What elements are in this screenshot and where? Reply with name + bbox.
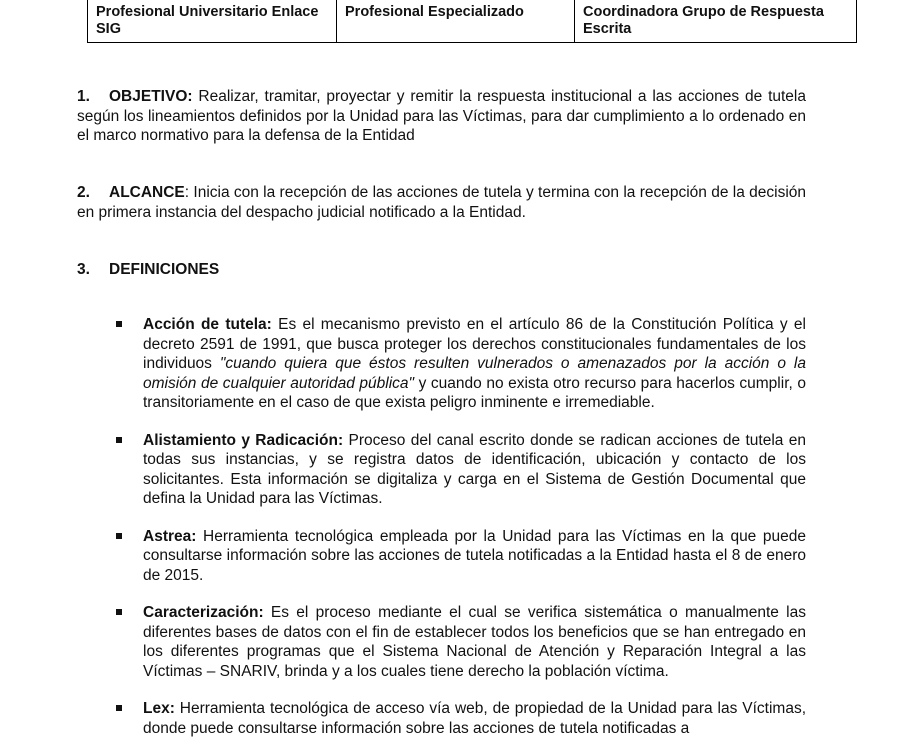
section-alcance [77,183,806,222]
definition-text: Es el proceso mediante el cual se verifica sistemática o manualmente las diferentes bases de datos con el fin de establecer todos los beneficios que se han entregado en los diferentes programas que el Sistema Nacional de Atención y Reparación Integral a las Víctimas – SNARIV, brinda y a los cuales tiene derecho la población víctima. [143,604,806,680]
square-bullet-icon [116,609,122,615]
role-cell-3: Coordinadora Grupo de Respuesta Escrita [583,4,824,37]
section-number: 3. [77,261,90,278]
section-objetivo [77,87,806,146]
role-cell-1: Profesional Universitario Enlace SIG [88,0,337,42]
definitions-list [114,315,806,750]
definition-quote: "cuando quiera que éstos resulten vulnerados o amenazados por la acción o la omisión de cualquier autoridad pública" [143,355,806,392]
definition-term: Astrea: [143,527,197,545]
list-item [114,699,806,738]
role-cell-2: Profesional Especializado [337,0,575,42]
square-bullet-icon [116,437,122,443]
definition-term: Alistamiento y Radicación: [143,431,344,449]
definition-text: Herramienta tecnológica empleada por la Unidad para las Víctimas en la que puede consultarse información sobre las acciones de tutela notificadas a la Entidad hasta el 8 de enero de 2015. [143,527,806,584]
definition-term: Lex: [143,700,175,717]
list-item [114,603,806,681]
section-number: 2. [77,184,90,201]
square-bullet-icon [116,533,122,539]
section-title: DEFINICIONES [109,261,220,278]
square-bullet-icon [116,705,122,711]
list-item [114,315,806,413]
list-item [114,527,806,586]
section-number: 1. [77,88,90,105]
section-text: Realizar, tramitar, proyectar y remitir la respuesta institucional a las acciones de tutela según los lineamientos definidos por la Unidad para las Víctimas, para dar cumplimiento a lo ordenado en el marco normativo para la defensa de la Entidad [77,88,806,144]
definition-term: Acción de tutela: [143,316,272,333]
section-definiciones [77,260,806,280]
definition-text: Herramienta tecnológica de acceso vía web, de propiedad de la Unidad para las Víctimas, donde puede consultarse información sobre las acciones de tutela notificadas a [143,700,806,737]
list-item [114,431,806,509]
definition-text-after: y cuando no exista otro recurso para hacerlos cumplir, o transitoriamente en el caso de que exista peligro inminente e irremediable. [143,374,806,411]
definition-text: Proceso del canal escrito donde se radican acciones de tutela en todas sus instancias, y se registra datos de identificación, ubicación y contacto de los solicitantes. Esta información se digitaliza y carga en el Sistema de Gestión Documental que defina la Unidad para las Víctimas. [143,431,806,507]
roles-table [87,0,857,43]
section-title: OBJETIVO: [109,88,193,105]
section-text: : Inicia con la recepción de las acciones de tutela y termina con la recepción de la decisión en primera instancia del despacho judicial notificado a la Entidad. [77,184,806,221]
section-title: ALCANCE [109,184,185,201]
square-bullet-icon [116,321,122,327]
definition-text: Es el mecanismo previsto en el artículo 86 de la Constitución Política y el decreto 2591 de 1991, que busca proteger los derechos constitucionales fundamentales de los individuos [143,316,806,372]
definition-term: Caracterización: [143,604,264,621]
